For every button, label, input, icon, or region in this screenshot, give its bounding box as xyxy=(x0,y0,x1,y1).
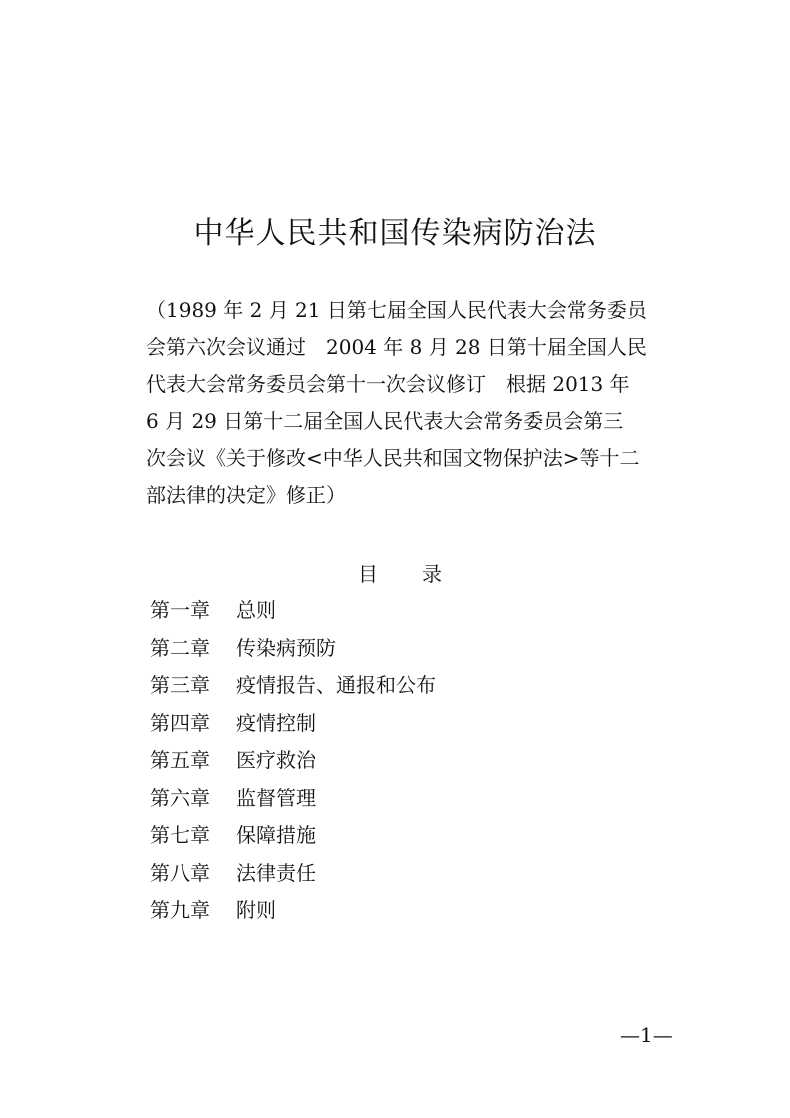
toc-chapter-number: 第一章 xyxy=(150,598,210,622)
toc-item xyxy=(150,892,436,930)
enactment-note-line: 部法律的决定》修正） xyxy=(146,483,346,507)
toc-chapter-number: 第三章 xyxy=(150,673,210,697)
toc-chapter-number: 第八章 xyxy=(150,860,210,885)
toc-chapter-name: 附则 xyxy=(236,898,276,922)
toc-chapter-name: 保障措施 xyxy=(236,823,316,847)
toc-heading-part: 目 xyxy=(358,562,378,586)
table-of-contents xyxy=(150,592,436,930)
toc-item xyxy=(150,705,436,743)
toc-chapter-name: 传染病预防 xyxy=(236,635,336,660)
toc-chapter-name: 疫情控制 xyxy=(236,710,316,735)
toc-chapter-number: 第四章 xyxy=(150,710,210,735)
page-number: —1— xyxy=(620,1023,673,1047)
toc-chapter-name: 监督管理 xyxy=(236,785,316,810)
enactment-note-line: 6 月 29 日第十二届全国人民代表大会常务委员会第三 xyxy=(146,409,624,433)
enactment-note xyxy=(146,292,666,514)
toc-chapter-number: 第七章 xyxy=(150,823,210,847)
toc-item xyxy=(150,630,436,668)
toc-item xyxy=(150,592,436,630)
toc-heading-part: 录 xyxy=(422,562,442,586)
enactment-note-line: 代表大会常务委员会第十一次会议修订 根据 2013 年 xyxy=(146,372,630,396)
enactment-note-line: 会第六次会议通过 2004 年 8 月 28 日第十届全国人民 xyxy=(146,335,647,359)
toc-chapter-number: 第六章 xyxy=(150,785,210,810)
toc-chapter-number: 第二章 xyxy=(150,635,210,660)
enactment-note-line: （1989 年 2 月 21 日第七届全国人民代表大会常务委员 xyxy=(146,298,647,322)
toc-item xyxy=(150,667,436,705)
toc-chapter-number: 第五章 xyxy=(150,748,210,772)
toc-item xyxy=(150,817,436,855)
toc-chapter-name: 疫情报告、通报和公布 xyxy=(236,673,436,697)
toc-chapter-name: 总则 xyxy=(236,598,276,622)
toc-item xyxy=(150,855,436,893)
document-title: 中华人民共和国传染病防治法 xyxy=(193,216,597,251)
toc-chapter-name: 法律责任 xyxy=(236,860,316,885)
toc-heading xyxy=(0,559,790,589)
toc-item xyxy=(150,780,436,818)
enactment-note-line: 次会议《关于修改<中华人民共和国文物保护法>等十二 xyxy=(146,446,640,470)
toc-chapter-number: 第九章 xyxy=(150,898,210,922)
toc-chapter-name: 医疗救治 xyxy=(236,748,316,772)
toc-item xyxy=(150,742,436,780)
